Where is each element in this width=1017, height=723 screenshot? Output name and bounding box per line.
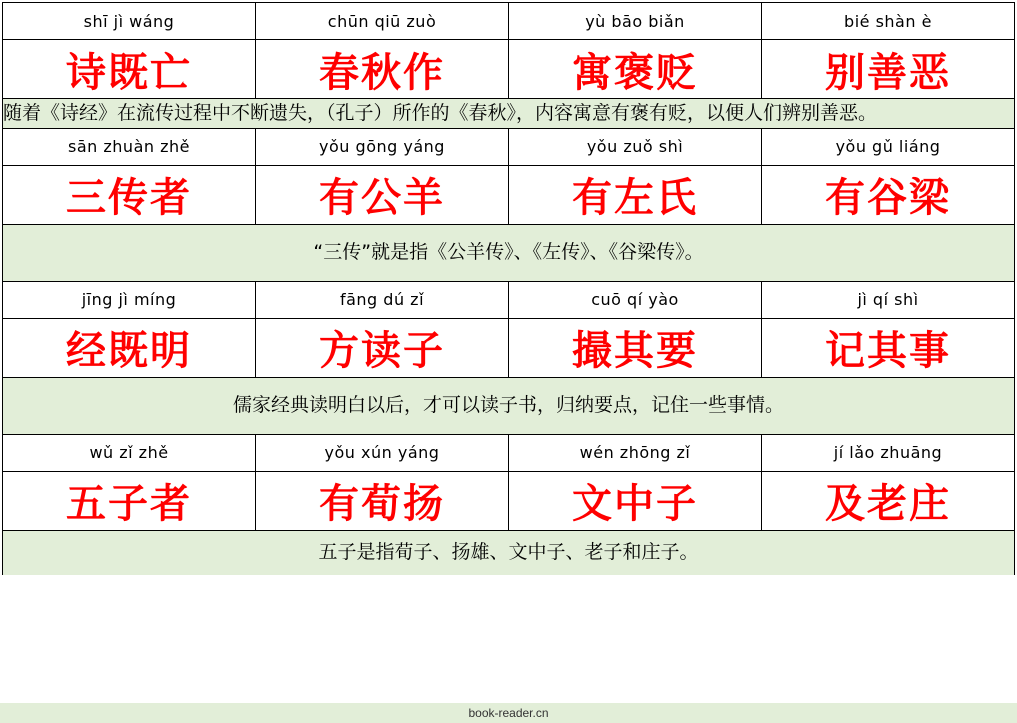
pinyin-cell: yǒu gōng yáng	[256, 128, 509, 165]
hanzi-row	[3, 471, 1015, 530]
hanzi-cell: 有谷梁	[762, 165, 1015, 224]
pinyin-cell: chūn qiū zuò	[256, 3, 509, 40]
pinyin-row	[3, 128, 1015, 165]
pinyin-cell: shī jì wáng	[3, 3, 256, 40]
hanzi-cell: 三传者	[3, 165, 256, 224]
hanzi-cell: 五子者	[3, 471, 256, 530]
hanzi-cell: 方读子	[256, 318, 509, 377]
hanzi-cell: 及老庄	[762, 471, 1015, 530]
hanzi-cell: 寓褒贬	[509, 40, 762, 99]
hanzi-cell: 有公羊	[256, 165, 509, 224]
pinyin-cell: jí lǎo zhuāng	[762, 434, 1015, 471]
hanzi-cell: 春秋作	[256, 40, 509, 99]
hanzi-cell: 有左氏	[509, 165, 762, 224]
explanation-text: 随着《诗经》在流传过程中不断遗失，（孔子）所作的《春秋》，内容寓意有褒有贬，以便人们辨别善恶。	[3, 99, 1015, 129]
explanation-row	[3, 530, 1015, 575]
explanation-text: 儒家经典读明白以后，才可以读子书，归纳要点，记住一些事情。	[3, 377, 1015, 434]
explanation-row	[3, 224, 1015, 281]
pinyin-cell: wǔ zǐ zhě	[3, 434, 256, 471]
explanation-text: “三传”就是指《公羊传》、《左传》、《谷梁传》。	[3, 224, 1015, 281]
pinyin-row	[3, 281, 1015, 318]
explanation-row	[3, 377, 1015, 434]
pinyin-cell: cuō qí yào	[509, 281, 762, 318]
pinyin-cell: yǒu gǔ liáng	[762, 128, 1015, 165]
pinyin-cell: jì qí shì	[762, 281, 1015, 318]
pinyin-cell: sān zhuàn zhě	[3, 128, 256, 165]
hanzi-cell: 经既明	[3, 318, 256, 377]
pinyin-cell: wén zhōng zǐ	[509, 434, 762, 471]
hanzi-cell: 文中子	[509, 471, 762, 530]
pinyin-cell: bié shàn è	[762, 3, 1015, 40]
pinyin-cell: yǒu xún yáng	[256, 434, 509, 471]
hanzi-cell: 有荀扬	[256, 471, 509, 530]
grid-body	[3, 3, 1015, 575]
hanzi-cell: 撮其要	[509, 318, 762, 377]
explanation-row	[3, 99, 1015, 129]
pinyin-row	[3, 3, 1015, 40]
pinyin-cell: jīng jì míng	[3, 281, 256, 318]
pinyin-cell: yǒu zuǒ shì	[509, 128, 762, 165]
hanzi-cell: 记其事	[762, 318, 1015, 377]
hanzi-cell: 别善恶	[762, 40, 1015, 99]
footer-watermark: book-reader.cn	[0, 703, 1017, 723]
hanzi-row	[3, 40, 1015, 99]
hanzi-row	[3, 165, 1015, 224]
verse-grid	[2, 2, 1015, 575]
pinyin-cell: yù bāo biǎn	[509, 3, 762, 40]
hanzi-cell: 诗既亡	[3, 40, 256, 99]
pinyin-row	[3, 434, 1015, 471]
explanation-text: 五子是指荀子、扬雄、文中子、老子和庄子。	[3, 530, 1015, 575]
pinyin-cell: fāng dú zǐ	[256, 281, 509, 318]
hanzi-row	[3, 318, 1015, 377]
